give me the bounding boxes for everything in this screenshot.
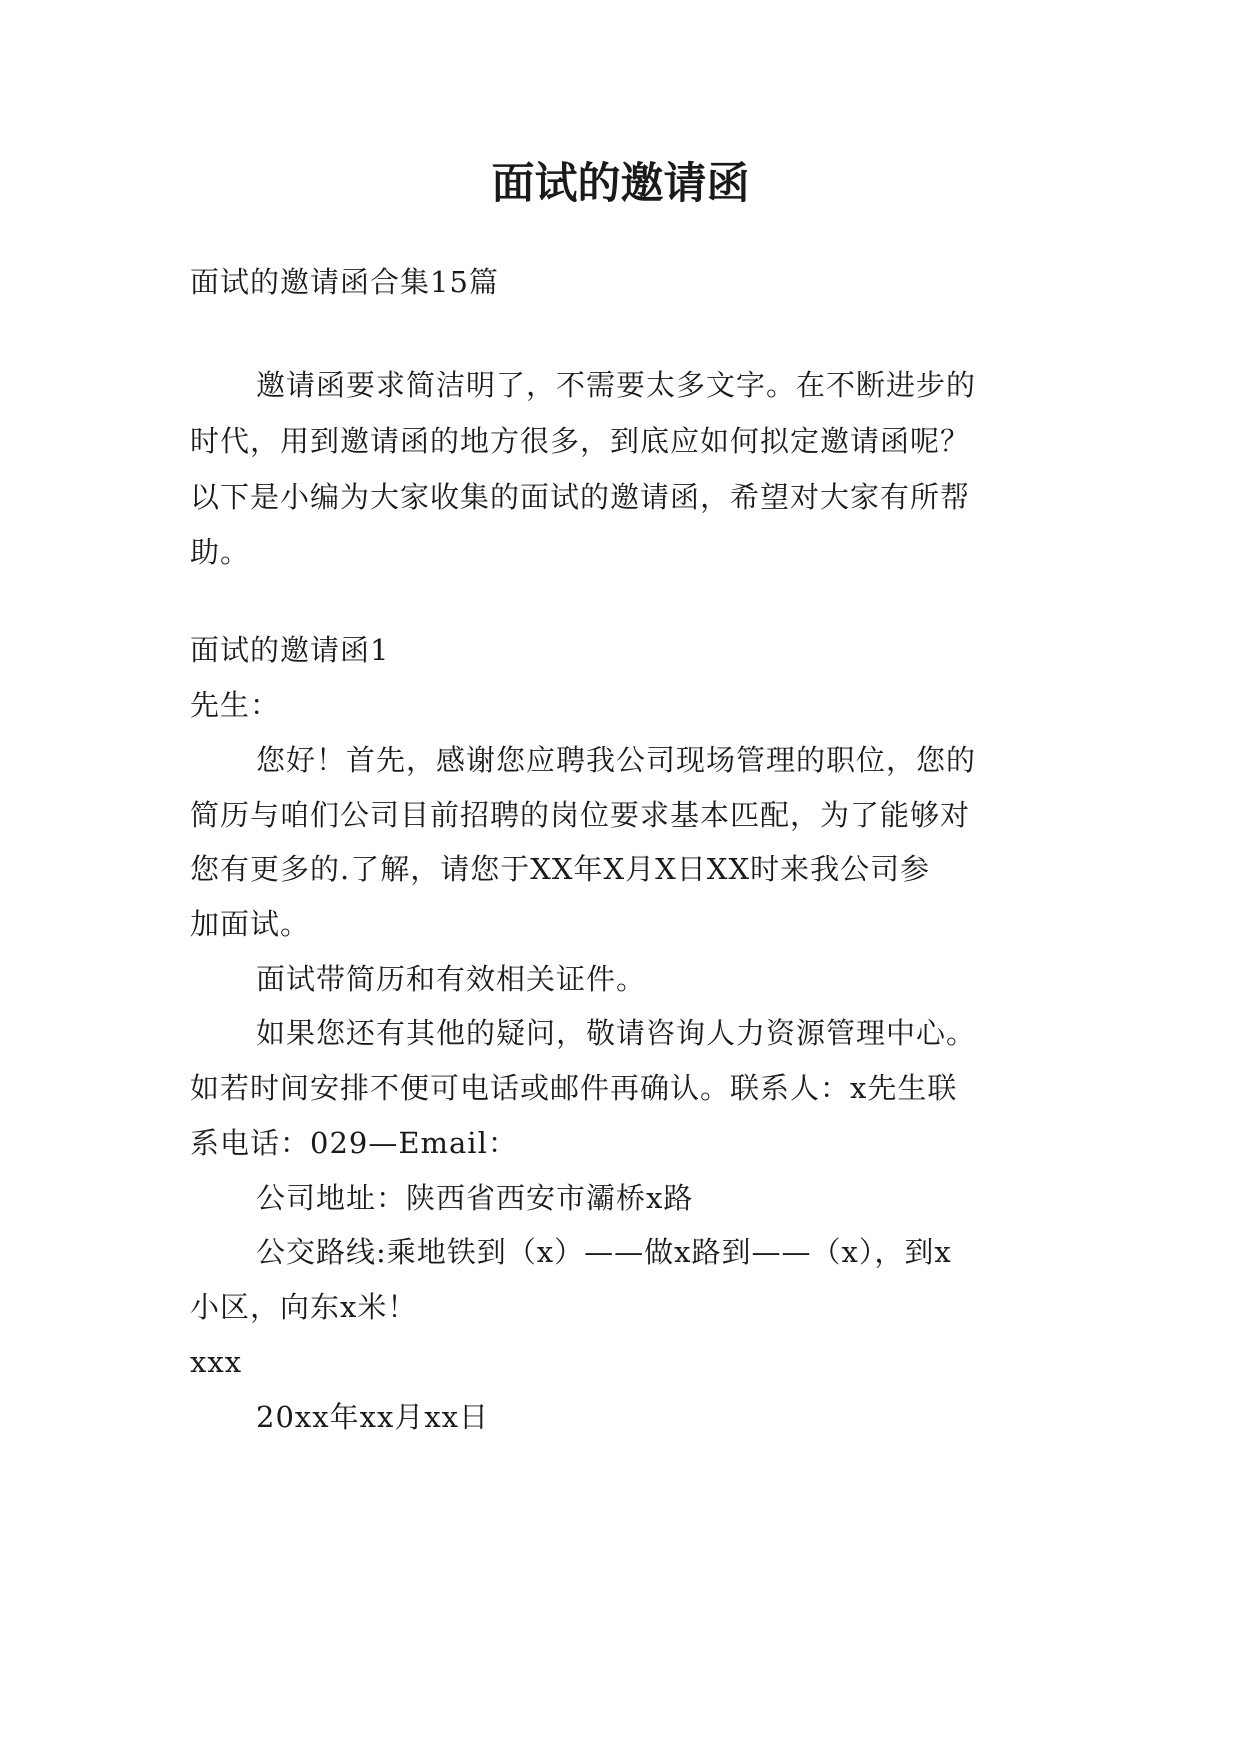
body-line: 系电话：029—Email： bbox=[190, 1126, 518, 1160]
document-title: 面试的邀请函 bbox=[491, 159, 750, 209]
body-line: 您好！首先，感谢您应聘我公司现场管理的职位，您的 bbox=[256, 743, 977, 777]
body-line: 如果您还有其他的疑问，敬请咨询人力资源管理中心。 bbox=[256, 1016, 977, 1050]
body-line: 面试带简历和有效相关证件。 bbox=[256, 962, 647, 996]
address-line: 公司地址：陕西省西安市灞桥x路 bbox=[256, 1181, 694, 1215]
signature: xxx bbox=[190, 1345, 243, 1379]
intro-line: 时代，用到邀请函的地方很多，到底应如何拟定邀请函呢？ bbox=[190, 424, 971, 458]
body-line: 如若时间安排不便可电话或邮件再确认。联系人：x先生联 bbox=[190, 1071, 958, 1105]
intro-line: 以下是小编为大家收集的面试的邀请函，希望对大家有所帮 bbox=[190, 480, 971, 514]
bus-route-line: 公交路线:乘地铁到（x）——做x路到——（x），到x bbox=[256, 1235, 952, 1269]
intro-line: 助。 bbox=[190, 535, 251, 569]
body-line: 简历与咱们公司目前招聘的岗位要求基本匹配，为了能够对 bbox=[190, 798, 971, 832]
salutation: 先生： bbox=[190, 688, 281, 722]
body-line: 加面试。 bbox=[190, 907, 311, 941]
document-subtitle: 面试的邀请函合集15篇 bbox=[190, 265, 499, 299]
letter-heading: 面试的邀请函1 bbox=[190, 633, 390, 667]
bus-route-line: 小区，向东x米！ bbox=[190, 1290, 418, 1324]
intro-line: 邀请函要求简洁明了，不需要太多文字。在不断进步的 bbox=[256, 368, 977, 402]
date-line: 20xx年xx月xx日 bbox=[256, 1400, 490, 1434]
body-line: 您有更多的.了解，请您于XX年X月X日XX时来我公司参 bbox=[190, 852, 931, 886]
